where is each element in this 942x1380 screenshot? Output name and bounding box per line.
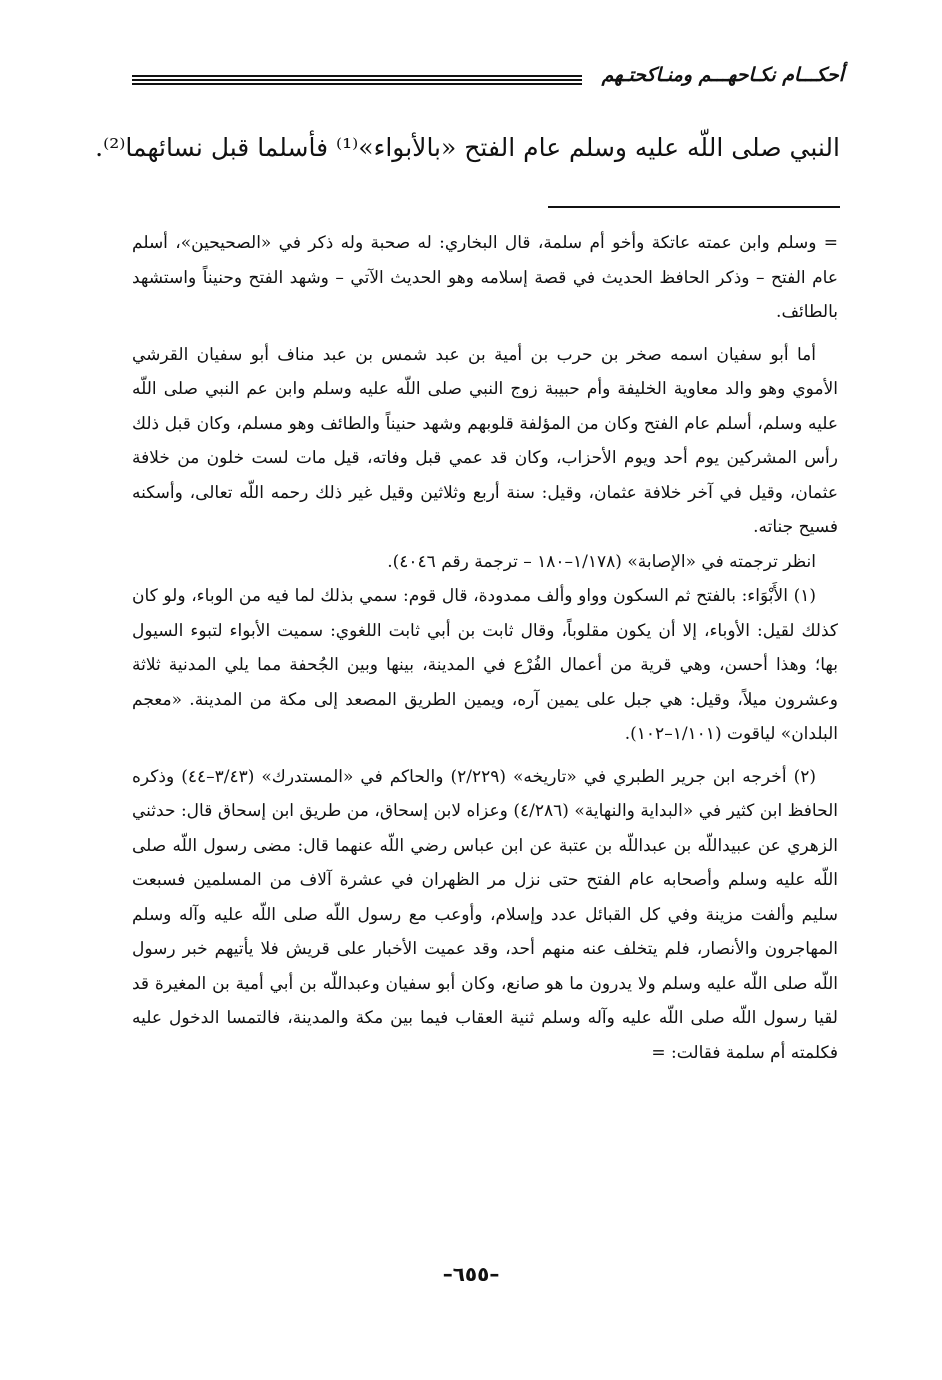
footnote-abu-sufyan: أما أبو سفيان اسمه صخر بن حرب بن أمية بن عبد شمس بن عبد مناف أبو سفيان القرشي الأموي وهو والد معاوية الخليفة وأم حبيبة زوج النبي صلى اللّه عليه وسلم وابن عم النبي صلى اللّه عليه وسلم، أسلم عام الفتح وكان من المؤلفة قلوبهم وشهد حنيناً والطائف وهو مسلم، وكان قبل ذلك رأس المشركين يوم أحد ويوم الأحزاب، وكان قد عمي قبل وفاته، قيل مات لست خلون من خلافة عثمان، وقيل في آخر خلافة عثمان، وقيل: سنة أربع وثلاثين وقيل غير ذلك رحمه اللّه تعالى، وأسكنه فسيح جناته. [132,344,838,537]
header-title: أحكـــام نكـاحهـــم ومنـاكحتـهم [601,64,844,86]
footnote-reference: انظر ترجمته في «الإصابة» (١/١٧٨–١٨٠ – ترجمة رقم ٤٠٤٦). [387,551,816,572]
footnote-1: (١) الأَبْوَاء: بالفتح ثم السكون وواو وألف ممدودة، قال قوم: سمي بذلك لما فيه من الوباء، ولو كان كذلك لقيل: الأوباء، إلا أن يكون مقلوباً، وقال ثابت بن أبي ثابت اللغوي: سميت الأبواء لتبوء السيول بها؛ وهذا أحسن، وهي قرية من أعمال الفُرْع في المدينة، بينها وبين الجُحفة مما يلي المدنية ثلاثة وعشرون ميلاً، وقيل: هي جبل على يمين آره، ويمين الطريق المصعد إلى مكة من المدينة. «معجم البلدان» لياقوت (١/١٠١–١٠٢). [132,586,838,744]
footnote-continuation: = وسلم وابن عمته عاتكة وأخو أم سلمة، قال البخاري: له صحبة وله ذكر في «الصحيحين»، أسلم عام الفتح – وذكر الحافظ الحديث في قصة إسلامه وهو الحديث الآتي – وشهد الفتح وحنيناً واستشهد بالطائف. [132,233,838,322]
header-rule [132,75,582,85]
page-number: –٦٥٥– [442,1262,500,1286]
footnotes [132,226,838,1070]
main-text-line: النبي صلى اللّه عليه وسلم عام الفتح «بالأبواء»⁽¹⁾ فأسلما قبل نسائهما⁽²⁾. [95,133,840,162]
footnote-separator [548,206,840,208]
footnote-2: (٢) أخرجه ابن جرير الطبري في «تاريخه» (٢/٢٢٩) والحاكم في «المستدرك» (٣/٤٣–٤٤) وذكره الحافظ ابن كثير في «البداية والنهاية» (٤/٢٨٦) وعزاه لابن إسحاق، من طريق ابن إسحاق قال: حدثني الزهري عن عبيداللّه بن عبداللّه بن عتبة عن ابن عباس رضي اللّه عنهما قال: مضى رسول اللّه صلى اللّه عليه وسلم وأصحابه عام الفتح حتى نزل مر الظهران في عشرة آلاف من المسلمين فسبعت سليم وألفت مزينة وفي كل القبائل عدد وإسلام، وأوعب مع رسول اللّه صلى اللّه عليه وآله وسلم المهاجرون والأنصار، فلم يتخلف عنه منهم أحد، وقد عميت الأخبار على قريش فلا يأتيهم خبر رسول اللّه صلى اللّه عليه وسلم ولا يدرون ما هو صانع، وكان أبو سفيان وعبداللّه بن أبي أمية بن المغيرة قد لقيا رسول اللّه صلى اللّه عليه وآله وسلم ثنية العقاب فيما بين مكة والمدينة، فالتمسا الدخول عليه فكلمته أم سلمة فقالت: = [132,766,839,1063]
running-header [132,62,844,96]
